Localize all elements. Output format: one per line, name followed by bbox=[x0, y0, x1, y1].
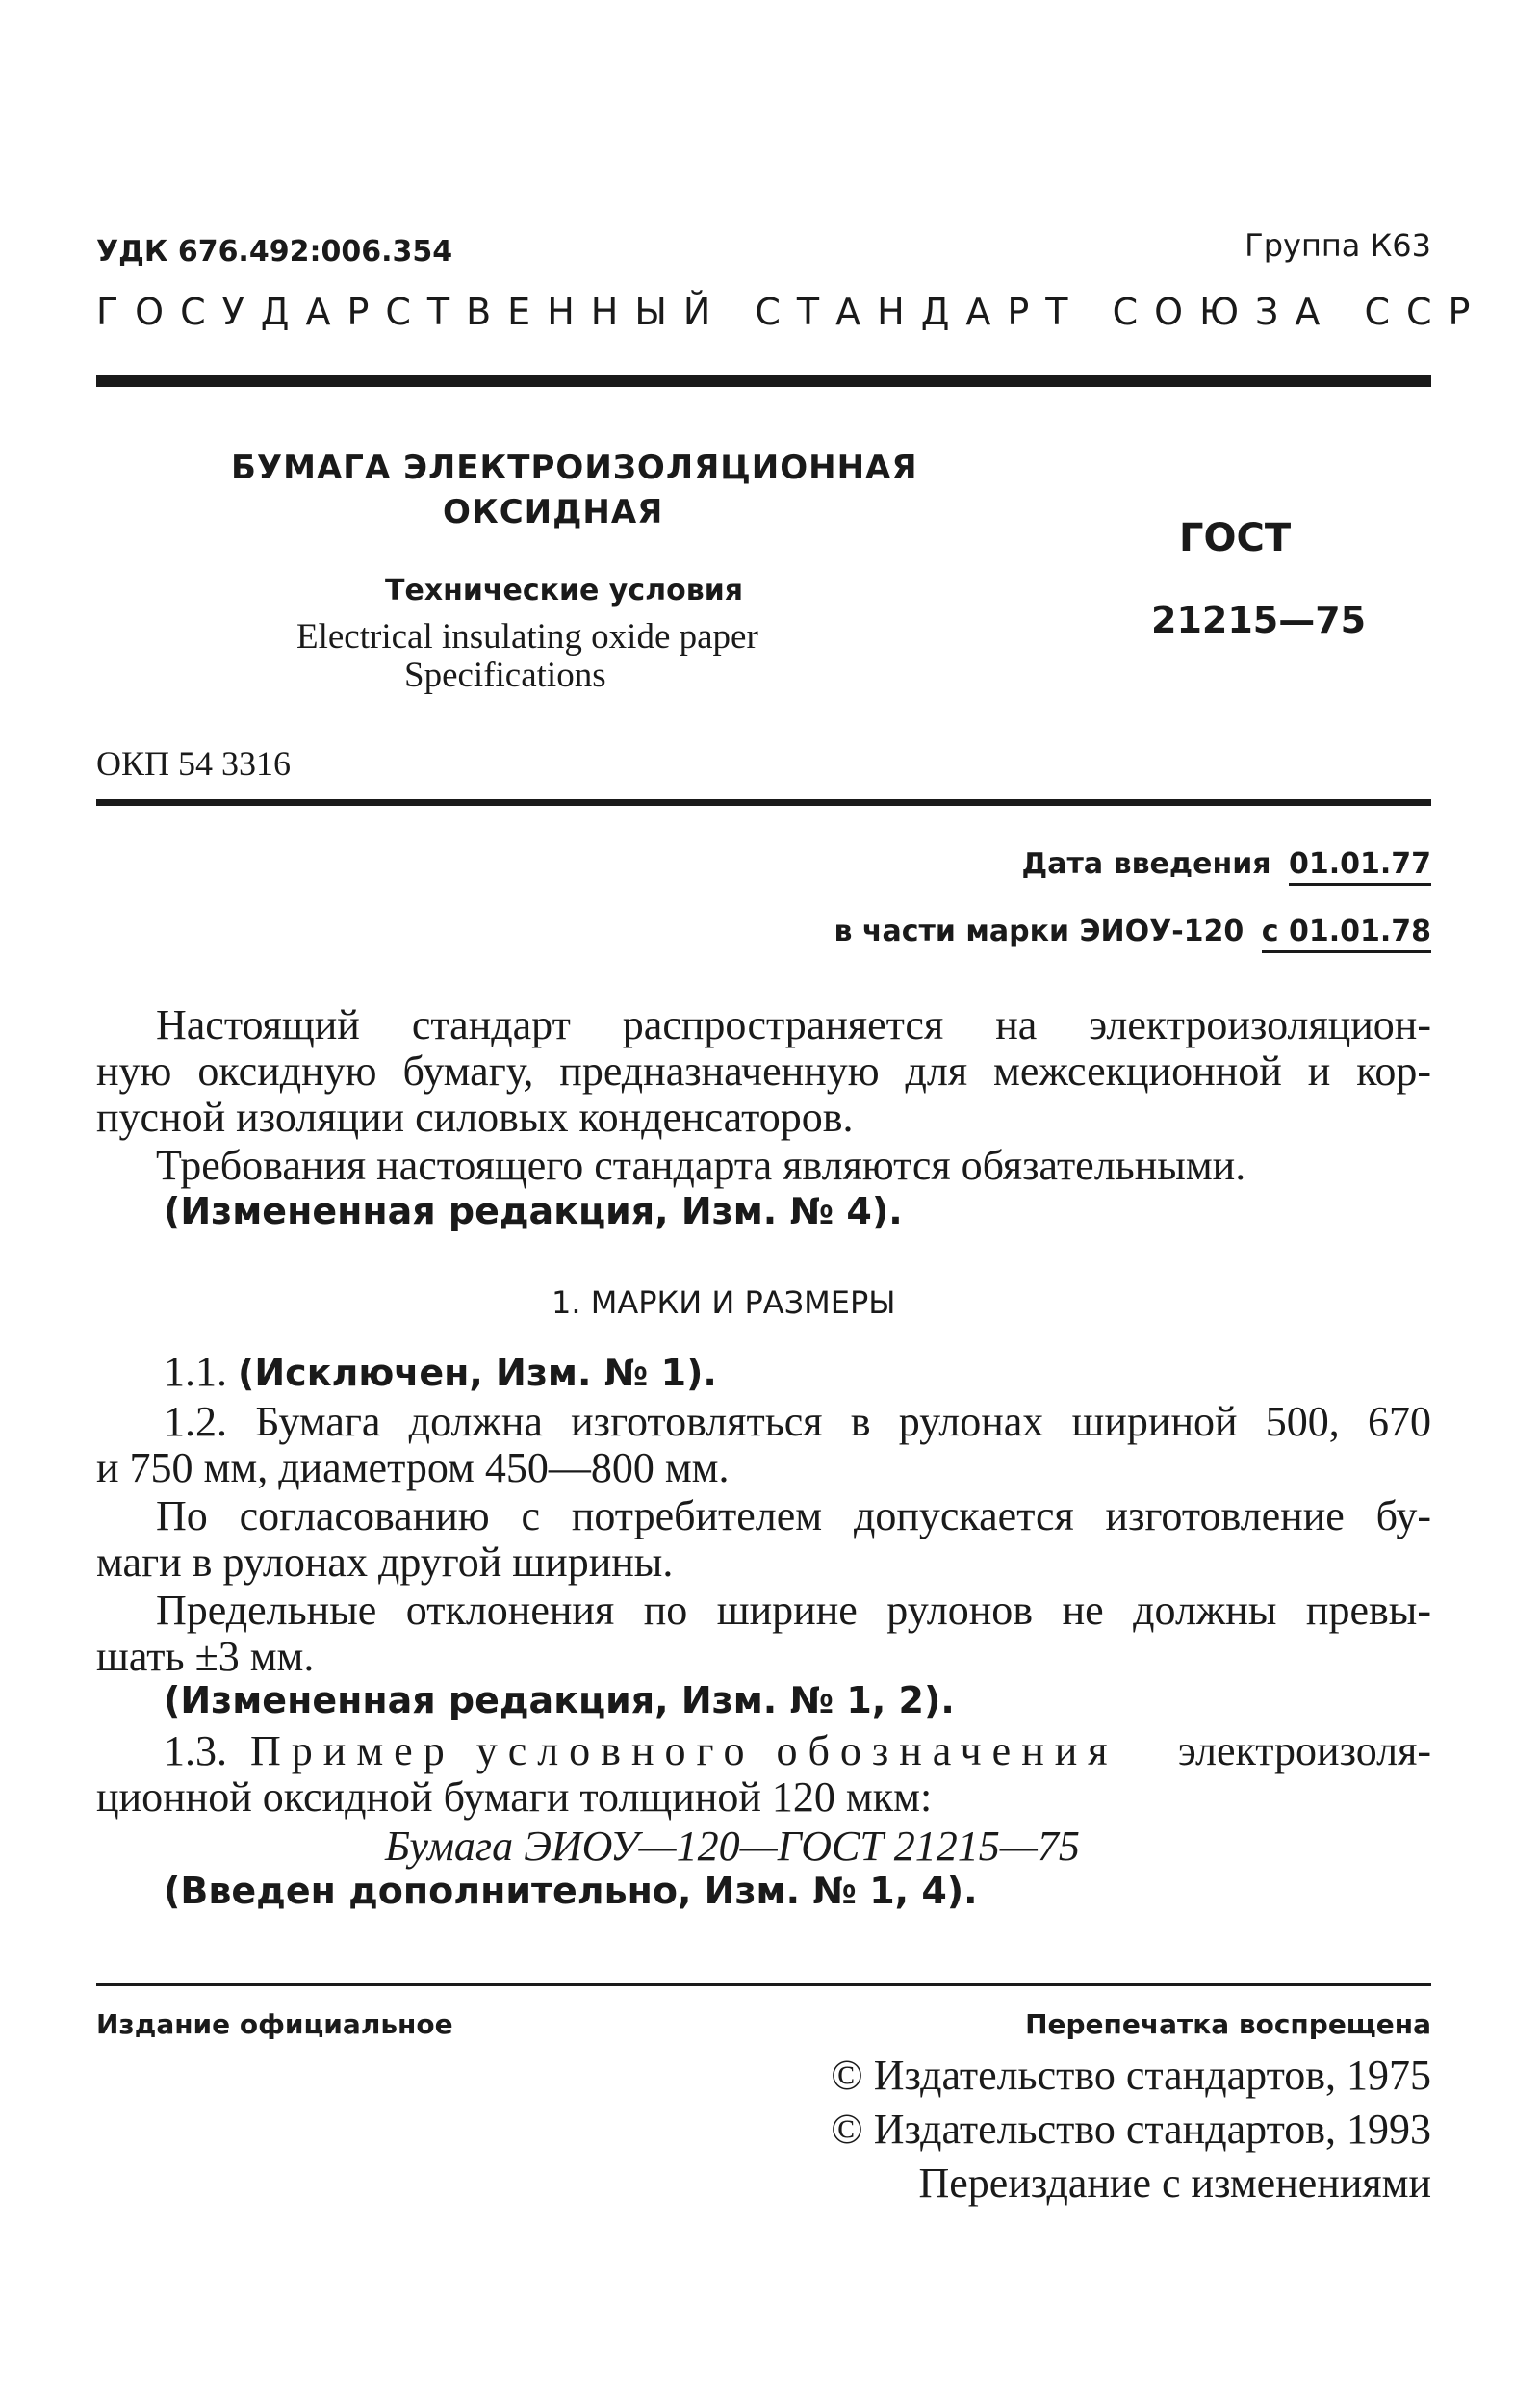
intro-paragraph-line: Настоящий стандарт распространяется на электроизоляцион- bbox=[156, 1001, 1431, 1048]
copyright-line bbox=[831, 2105, 1431, 2154]
gost-number: 21215—75 bbox=[1151, 599, 1367, 641]
copyright-icon: © bbox=[831, 2052, 863, 2099]
title-rule bbox=[96, 799, 1431, 806]
copyright-line bbox=[831, 2051, 1431, 2100]
clause-1-3-line bbox=[164, 1727, 1431, 1775]
amendment-note: (Введен дополнительно, Изм. № 1, 4). bbox=[164, 1870, 978, 1912]
copyright-icon: © bbox=[831, 2106, 863, 2153]
title-english: Electrical insulating oxide paper bbox=[296, 617, 758, 657]
amendment-note: (Измененная редакция, Изм. № 1, 2). bbox=[164, 1679, 955, 1721]
document-title: БУМАГА ЭЛЕКТРОИЗОЛЯЦИОННАЯ bbox=[231, 449, 918, 487]
part-date-row bbox=[834, 915, 1431, 948]
introduction-date: 01.01.77 bbox=[1289, 847, 1431, 886]
designation-example: Бумага ЭИОУ—120—ГОСТ 21215—75 bbox=[385, 1823, 1080, 1870]
state-standard-banner: ГОСУДАРСТВЕННЫЙ СТАНДАРТ СОЮЗА ССР bbox=[96, 291, 1487, 333]
gost-label: ГОСТ bbox=[1179, 516, 1292, 560]
document-title-line2: ОКСИДНАЯ bbox=[443, 493, 664, 531]
clause-1-3-line: ционной оксидной бумаги толщиной 120 мкм: bbox=[96, 1773, 933, 1821]
official-edition: Издание официальное bbox=[96, 2008, 453, 2040]
copyright-text: Издательство стандартов, 1975 bbox=[873, 2052, 1431, 2099]
reprint-prohibited: Перепечатка воспрещена bbox=[1025, 2008, 1431, 2040]
reissue-note: Переиздание с изменениями bbox=[918, 2159, 1431, 2207]
clause-1-3-line-end: электроизоля- bbox=[1177, 1727, 1431, 1774]
section-heading: 1. МАРКИ И РАЗМЕРЫ bbox=[552, 1284, 896, 1321]
okp-code: ОКП 54 3316 bbox=[96, 744, 292, 783]
spaced-term: Пример условного обозначения bbox=[250, 1727, 1118, 1774]
intro-paragraph-line: пусной изоляции силовых конденсаторов. bbox=[96, 1094, 854, 1141]
clause-1-2-line: и 750 мм, диаметром 450—800 мм. bbox=[96, 1444, 730, 1491]
clause-1-2-line: 1.2. Бумага должна изготовляться в рулонах шириной 500, 670 bbox=[164, 1398, 1431, 1445]
mandatory-requirements-text: Требования настоящего стандарта являются обязательными. bbox=[156, 1142, 1246, 1189]
udk-code: УДК 676.492:006.354 bbox=[96, 235, 453, 269]
agreement-line: маги в рулонах другой ширины. bbox=[96, 1539, 674, 1586]
group-code: Группа К63 bbox=[1245, 227, 1431, 264]
subtitle-english: Specifications bbox=[404, 656, 606, 695]
subtitle-specifications-ru: Технические условия bbox=[385, 574, 743, 608]
deviation-line: шать ±3 мм. bbox=[96, 1633, 315, 1680]
introduction-date-row bbox=[1022, 847, 1431, 881]
introduction-date-label: Дата введения bbox=[1021, 847, 1271, 881]
clause-1-1 bbox=[164, 1348, 717, 1397]
intro-paragraph-line: ную оксидную бумагу, предназначенную для межсекционной и кор- bbox=[96, 1047, 1431, 1095]
clause-excluded-note: (Исключен, Изм. № 1). bbox=[238, 1352, 717, 1394]
clause-number: 1.1. bbox=[164, 1348, 227, 1395]
header-rule bbox=[96, 375, 1431, 387]
agreement-line: По согласованию с потребителем допускается изготовление бу- bbox=[156, 1492, 1431, 1539]
footer-rule bbox=[96, 1983, 1431, 1986]
copyright-text: Издательство стандартов, 1993 bbox=[873, 2106, 1431, 2153]
part-date: с 01.01.78 bbox=[1262, 915, 1431, 953]
clause-number: 1.3. bbox=[164, 1727, 227, 1774]
amendment-note: (Измененная редакция, Изм. № 4). bbox=[164, 1190, 903, 1232]
deviation-line: Предельные отклонения по ширине рулонов не должны превы- bbox=[156, 1587, 1431, 1634]
part-date-label: в части марки ЭИОУ-120 bbox=[834, 915, 1245, 948]
